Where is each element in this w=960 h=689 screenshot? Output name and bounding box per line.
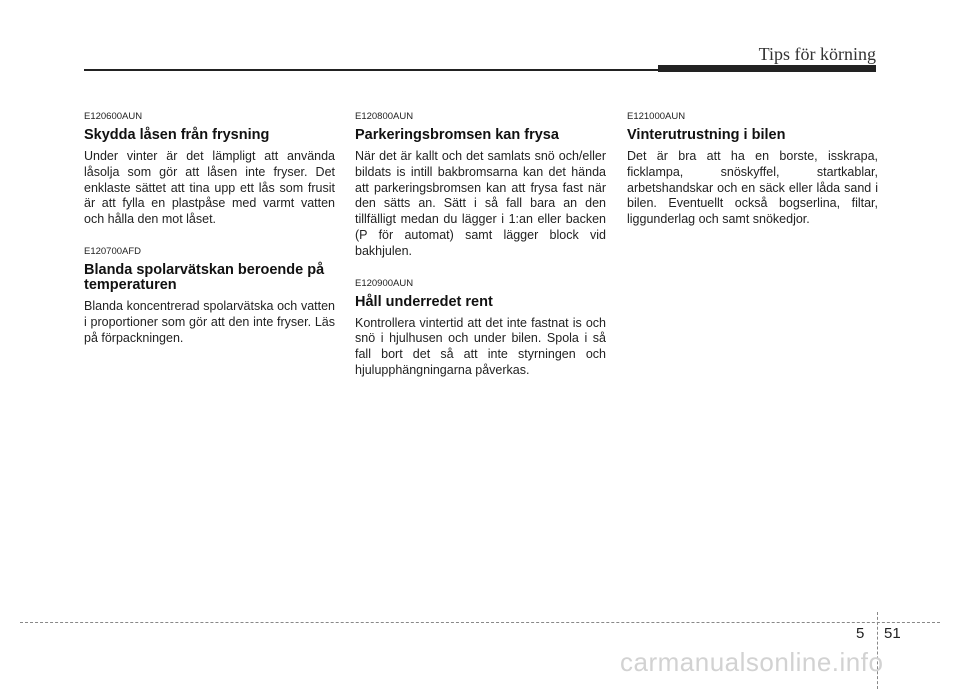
column-1 — [84, 111, 335, 364]
section-body: Kontrollera vintertid att det inte fastnat is och snö i hjulhusen och under bilen. Spola i så fall bort det så att inte styrningen och hjulupphängningarna påverkas. — [355, 315, 606, 377]
section-heading: Blanda spolarvätskan beroende på temperaturen — [84, 261, 325, 293]
section-code: E121000AUN — [627, 111, 686, 122]
header-title: Tips för körning — [758, 44, 876, 64]
section-body: Det är bra att ha en borste, isskrapa, ficklampa, snöskyffel, startkablar, arbetshandskar och en säck eller låda sand i bilen. Eventuellt också bogserlina, filtar, liggunderlag och samt snökedjor. — [627, 149, 878, 227]
section-code: E120600AUN — [84, 111, 143, 122]
section-code: E120900AUN — [355, 277, 414, 289]
section-body: När det är kallt och det samlats snö och/eller bildats is intill bakbromsarna kan det hända att parkeringsbromsen kan att frysa fast när den sätts an. Sätt i så fall bara an den tillfälligt medan du lägger i 1:an eller backen (P för automat) samt lägger block vid bakhjulen. — [355, 149, 606, 258]
section-heading: Skydda låsen från frysning — [84, 127, 270, 143]
section-body: Under vinter är det lämpligt att använda låsolja som gör att låsen inte fryser. Det enklaste sättet att tina upp ett lås som frusit är att fylla en plastpåse med varmt vatten och hålla den mot låset. — [84, 149, 335, 227]
section-heading: Håll underredet rent — [355, 293, 493, 310]
chapter-number: 5 — [856, 625, 865, 642]
section-code: E120800AUN — [355, 111, 414, 122]
section-heading: Parkeringsbromsen kan frysa — [355, 127, 559, 143]
section-code: E120700AFD — [84, 245, 142, 257]
header-rule-accent — [658, 65, 876, 72]
page-number: 51 — [884, 625, 901, 642]
column-3 — [627, 111, 878, 246]
section-body: Blanda koncentrerad spolarvätska och vatten i proportioner som gör att den inte fryser. Läs på förpackningen. — [84, 298, 335, 345]
footer-rule — [20, 622, 940, 623]
watermark: carmanualsonline.info — [620, 647, 884, 677]
section-heading: Vinterutrustning i bilen — [627, 127, 786, 143]
column-2 — [355, 111, 606, 397]
